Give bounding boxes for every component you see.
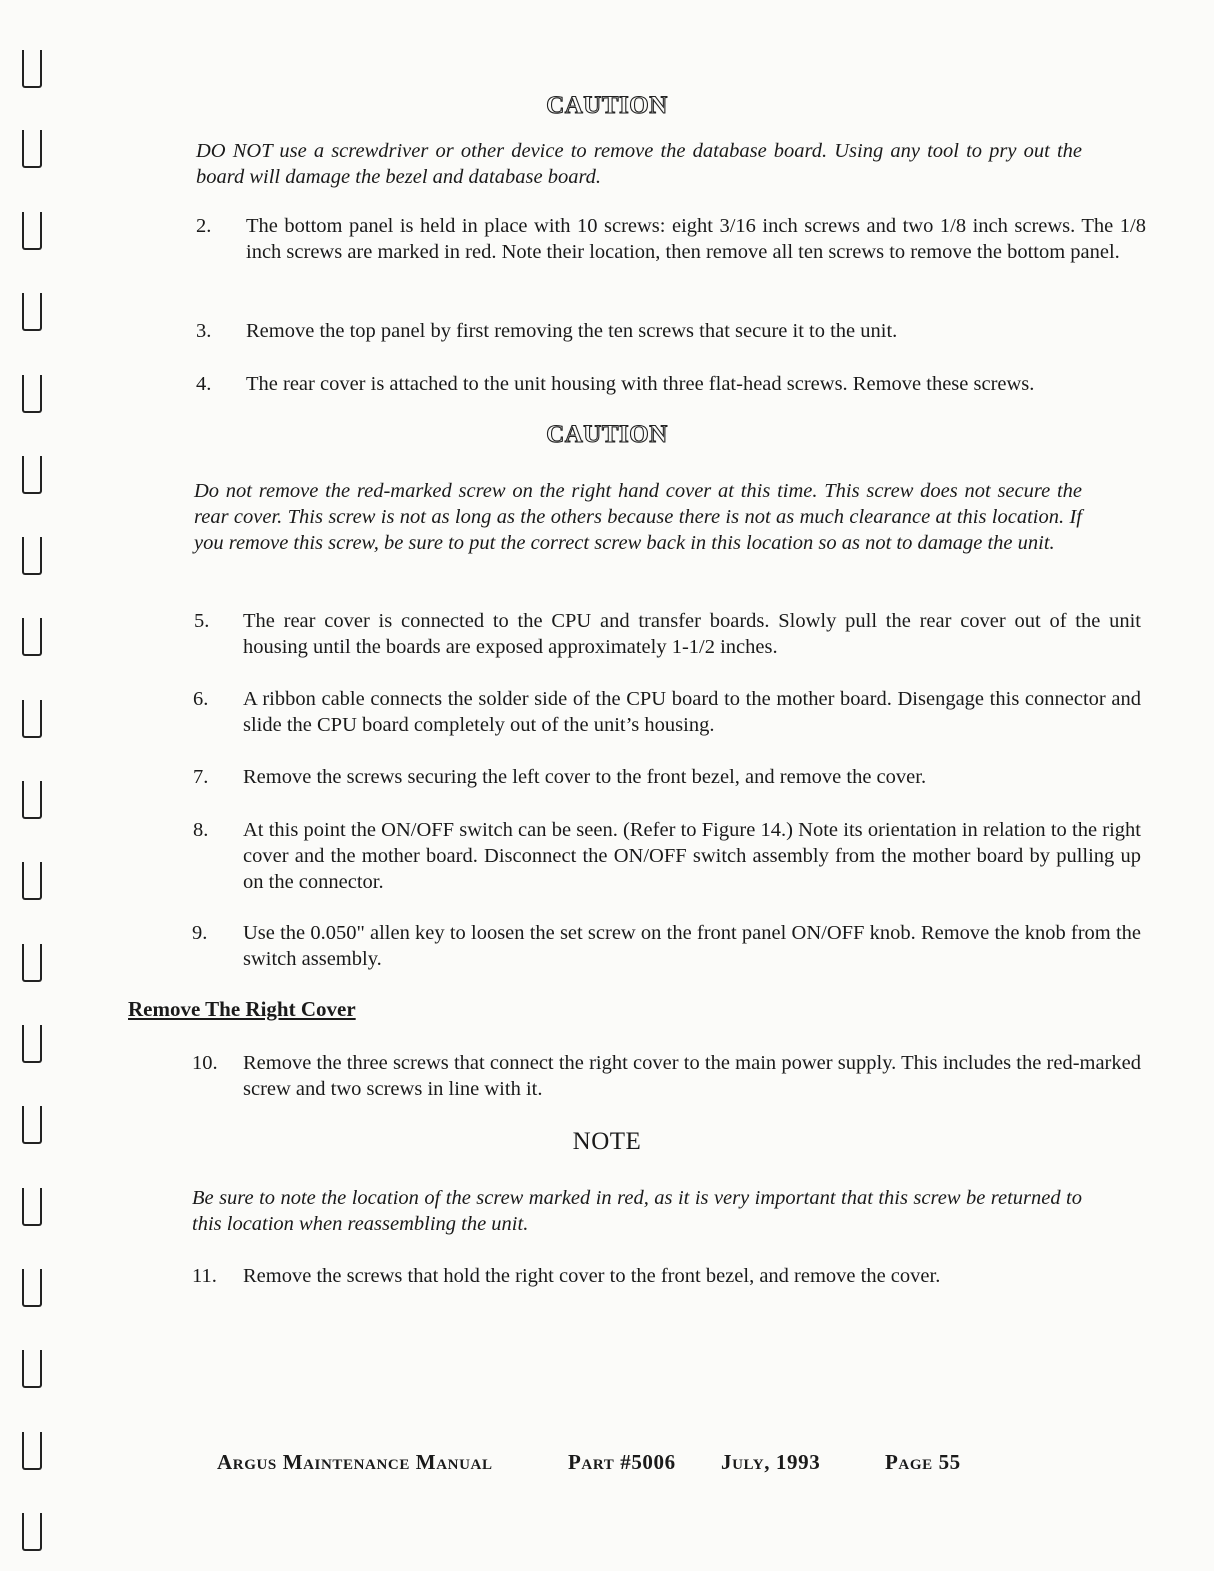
- step-text: Remove the screws that hold the right cover to the front bezel, and remove the cover.: [243, 1265, 941, 1287]
- caution-heading: CAUTION: [546, 421, 668, 448]
- list-item: [193, 764, 1143, 794]
- step-text: Remove the three screws that connect the right cover to the main power supply. This includes the red-marked screw and two screws in line with it.: [243, 1052, 1141, 1100]
- binder-hole: [22, 1269, 42, 1307]
- step-number: 5.: [194, 610, 210, 632]
- step-number: 7.: [193, 766, 209, 788]
- step-number: 6.: [193, 688, 209, 710]
- binder-hole: [22, 700, 42, 738]
- binder-hole: [22, 618, 42, 656]
- binder-hole: [22, 537, 42, 575]
- list-item: [194, 608, 1144, 664]
- step-text: The bottom panel is held in place with 10 screws: eight 3/16 inch screws and two 1/8 inch screws. The 1/8 inch screws are marked in red. Note their location, then remove all ten screws to remove the bottom panel.: [246, 215, 1146, 263]
- list-item: [192, 1050, 1142, 1106]
- list-item: [193, 817, 1143, 897]
- step-text: At this point the ON/OFF switch can be seen. (Refer to Figure 14.) Note its orientation in relation to the right cover and the mother board. Disconnect the ON/OFF switch assembly from the mother board by pulling up on the connector.: [243, 819, 1141, 893]
- binder-hole: [22, 1188, 42, 1226]
- binder-hole: [22, 1025, 42, 1063]
- binder-hole: [22, 293, 42, 331]
- step-text: Remove the screws securing the left cover to the front bezel, and remove the cover.: [243, 766, 927, 788]
- step-text: Remove the top panel by first removing the ten screws that secure it to the unit.: [246, 320, 898, 342]
- step-text: A ribbon cable connects the solder side of the CPU board to the mother board. Disengage this connector and slide the CPU board completely out of the unit’s housing.: [243, 688, 1141, 736]
- caution-text: DO NOT use a screwdriver or other device to remove the database board. Using any tool to pry out the board will damage the bezel and database board.: [196, 140, 1082, 188]
- list-item: [193, 686, 1143, 742]
- note-heading: NOTE: [572, 1128, 642, 1155]
- step-number: 4.: [196, 373, 212, 395]
- binder-hole: [22, 944, 42, 982]
- step-number: 11.: [192, 1265, 217, 1287]
- list-item: [192, 1263, 1142, 1293]
- binder-hole: [22, 212, 42, 250]
- binder-hole: [22, 130, 42, 168]
- footer-date: July, 1993: [721, 1450, 821, 1474]
- binder-hole: [22, 50, 42, 88]
- note-text: Be sure to note the location of the screw marked in red, as it is very important that this screw be returned to this location when reassembling the unit.: [192, 1187, 1082, 1235]
- binder-hole: [22, 781, 42, 819]
- list-item: [192, 920, 1142, 976]
- binder-hole: [22, 1432, 42, 1470]
- step-number: 8.: [193, 819, 209, 841]
- step-number: 2.: [196, 215, 212, 237]
- binder-hole: [22, 375, 42, 413]
- caution-text: Do not remove the red-marked screw on the right hand cover at this time. This screw does not secure the rear cover. This screw is not as long as the others because there is not as much clearance at this location. If you remove this screw, be sure to put the correct screw back in this location so as not to damage the unit.: [194, 480, 1082, 554]
- list-item: [196, 318, 1146, 348]
- footer-manual-title: Argus Maintenance Manual: [217, 1450, 493, 1474]
- step-text: Use the 0.050" allen key to loosen the set screw on the front panel ON/OFF knob. Remove the knob from the switch assembly.: [243, 922, 1141, 970]
- step-text: The rear cover is attached to the unit housing with three flat-head screws. Remove these screws.: [246, 373, 1035, 395]
- section-heading: Remove The Right Cover: [128, 997, 356, 1021]
- list-item: [196, 371, 1146, 401]
- step-number: 3.: [196, 320, 212, 342]
- step-text: The rear cover is connected to the CPU and transfer boards. Slowly pull the rear cover out of the unit housing until the boards are exposed approximately 1-1/2 inches.: [243, 610, 1141, 658]
- binder-hole: [22, 1350, 42, 1388]
- step-number: 10.: [192, 1052, 218, 1074]
- caution-heading: CAUTION: [546, 92, 668, 119]
- step-number: 9.: [192, 922, 208, 944]
- footer-page-number: Page 55: [885, 1450, 961, 1474]
- footer-part-number: Part #5006: [568, 1450, 676, 1474]
- binder-hole: [22, 862, 42, 900]
- binder-hole: [22, 456, 42, 494]
- list-item: [196, 213, 1146, 293]
- binder-hole: [22, 1513, 42, 1551]
